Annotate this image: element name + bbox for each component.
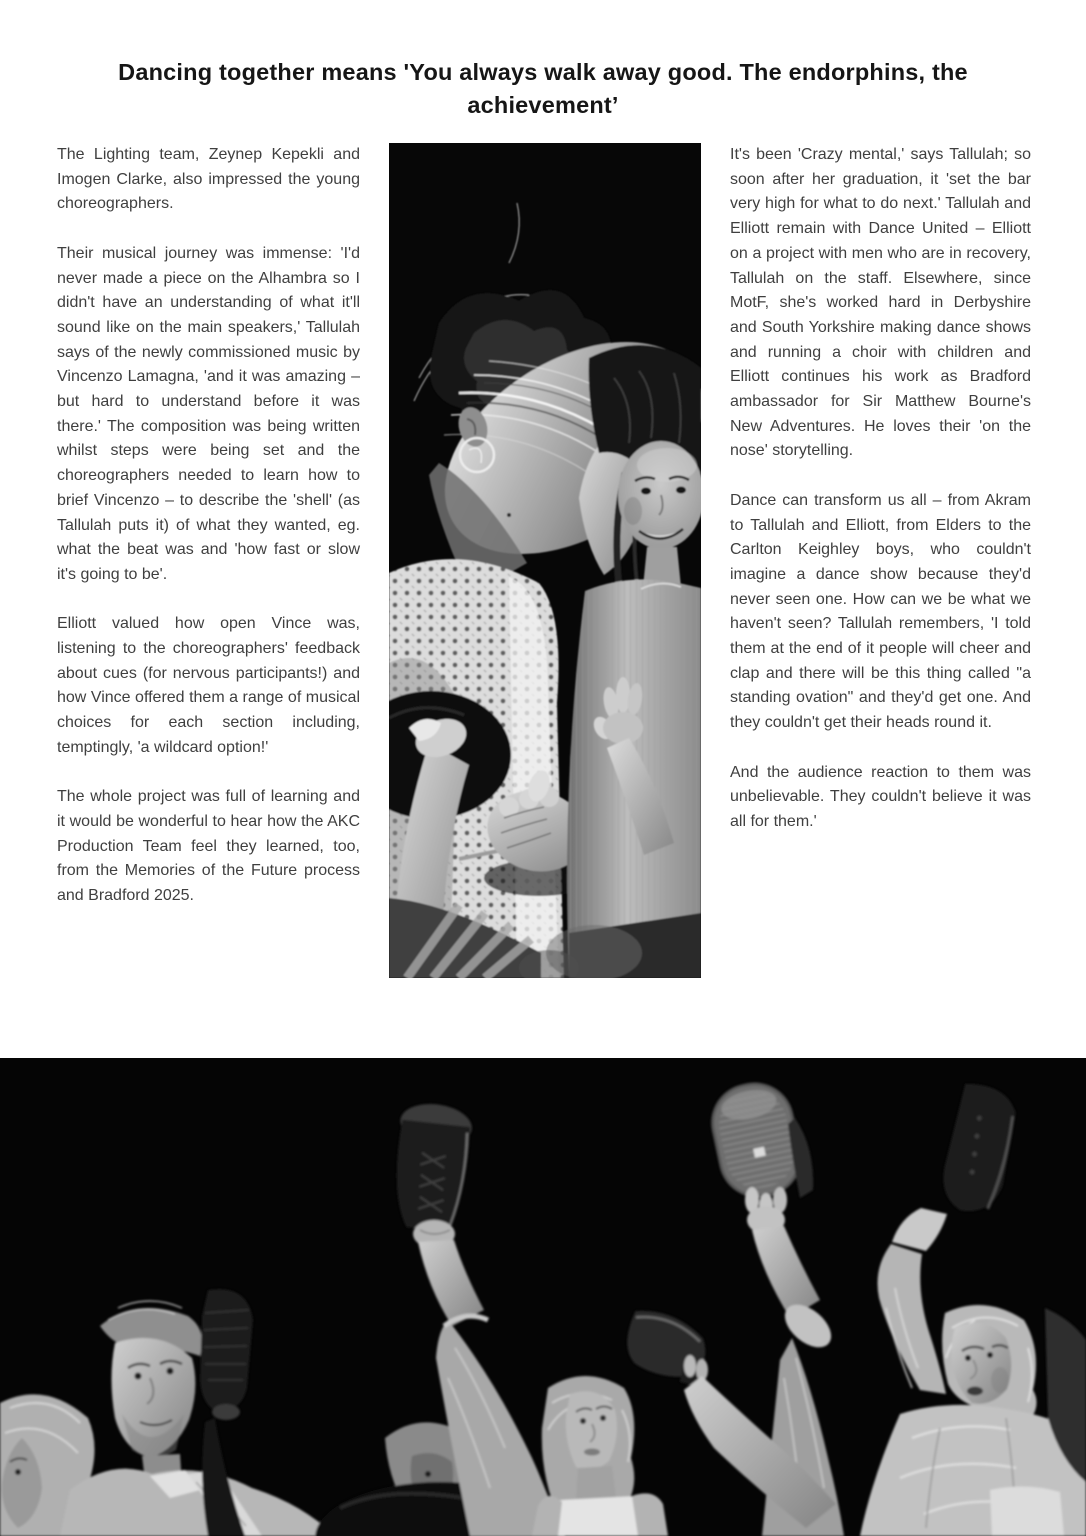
article-paragraph: The Lighting team, Zeynep Kepekli and Imogen Clarke, also impressed the young choreographers. — [57, 146, 360, 213]
article-right-column — [730, 143, 1031, 859]
article-paragraph: Their musical journey was immense: 'I'd never made a piece on the Alhambra so I didn't have an understanding of what it'll sound like on the main speakers,' Tallulah says of the newly commissioned music by Vincenzo Lamagna, 'and it was amazing – but hard to understand before it was there.' The composition was being written whilst steps were being set and the choreographers needed to learn how to brief Vincenzo – to describe the 'shell' (as Tallulah puts it) of what they wanted, eg. what the beat was and 'how fast or slow it's going to be'. — [57, 244, 360, 583]
article-paragraph: It's been 'Crazy mental,' says Tallulah; so soon after her graduation, it 'set the bar very high for what to do next.' Tallulah and Elliott remain with Dance United – Elliott on a project with men who are in recovery, Tallulah on the staff. Elsewhere, since MotF, she's worked hard in Derbyshire and South Yorkshire making dance shows and running a choir with children and Elliott continues his work as Bradford ambassador for Sir Matthew Bourne's New Adventures. He loves their 'on the nose' storytelling. — [730, 146, 1031, 460]
page-title: Dancing together means 'You always walk away good. The endorphins, the achievement’ — [118, 59, 968, 118]
article-paragraph: The whole project was full of learning and it would be wonderful to hear how the AKC Production Team feel they learned, too, from the Memories of the Future process and Bradford 2025. — [57, 788, 360, 905]
article-paragraph: Dance can transform us all – from Akram to Tallulah and Elliott, from Elders to the Carlton Keighley boys, who couldn't imagine a dance show because they'd never seen one. How can we be what we haven't seen? Tallulah remembers, 'I told them at the end of it people will cheer and clap and there will be this thing called "a standing ovation" and they'd get one. And they couldn't get their heads round it. — [730, 491, 1031, 732]
bottom-photo — [0, 1058, 1086, 1536]
article-paragraph: And the audience reaction to them was unbelievable. They couldn't believe it was all for them.' — [730, 763, 1031, 830]
article-paragraph: Elliott valued how open Vince was, listening to the choreographers' feedback about cues (for nervous participants!) and how Vince offered them a range of musical choices for each section including, temptingly, 'a wildcard option!' — [57, 615, 360, 756]
article-left-column — [57, 143, 360, 933]
center-photo — [389, 143, 701, 978]
